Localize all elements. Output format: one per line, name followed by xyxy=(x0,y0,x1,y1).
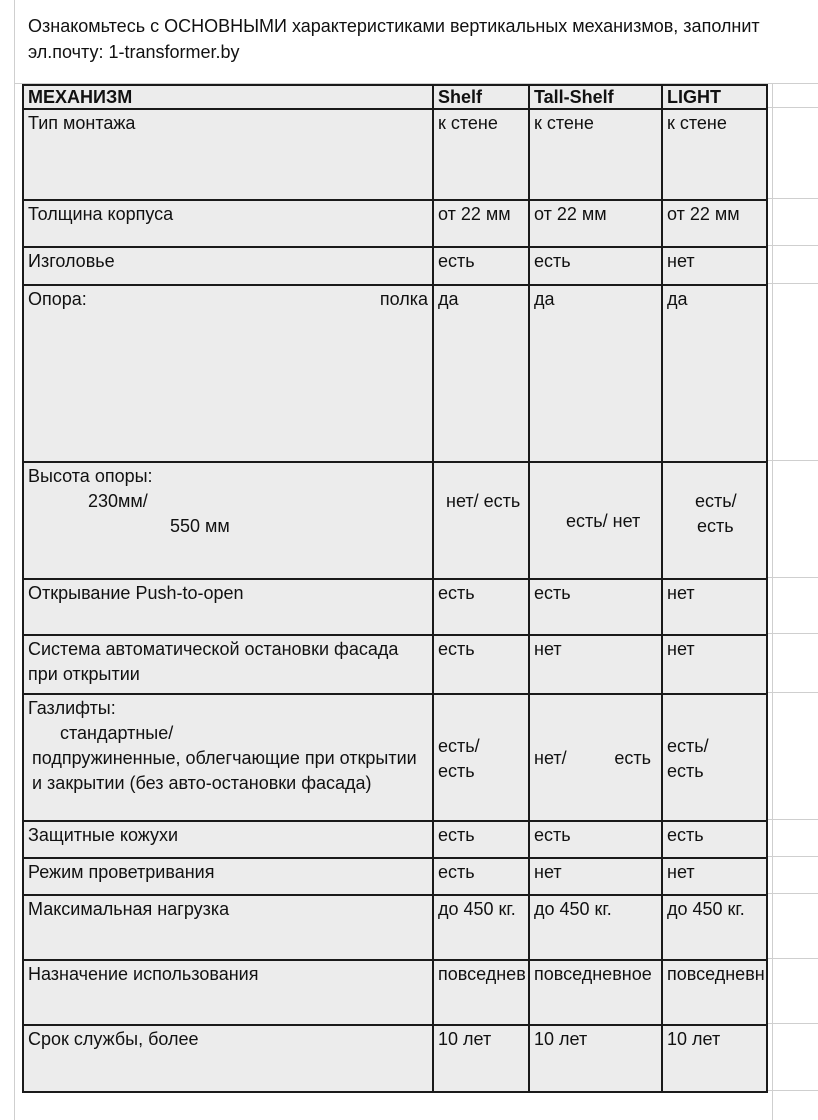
intro-line-2: эл.почту: 1-transformer.by xyxy=(28,42,240,62)
cell-value[interactable]: к стене xyxy=(433,109,529,200)
table-row xyxy=(23,285,767,462)
cell-value[interactable]: 10 лет xyxy=(662,1025,767,1092)
row-sub-label: подпружиненные, облегчающие при открытии и закрытии (без авто-остановки фасада) xyxy=(32,748,417,793)
table-row xyxy=(23,109,767,200)
table-row xyxy=(23,200,767,247)
cell-value[interactable]: от 22 мм xyxy=(662,200,767,247)
cell-value[interactable]: 10 лет xyxy=(433,1025,529,1092)
cell-value[interactable]: к стене xyxy=(662,109,767,200)
grid-line xyxy=(766,633,818,634)
cell-value[interactable]: от 22 мм xyxy=(433,200,529,247)
cell-value[interactable]: да xyxy=(662,285,767,462)
row-label[interactable]: Система автоматической остановки фасада при открытии xyxy=(23,635,433,694)
cell-value[interactable]: нет xyxy=(662,247,767,285)
grid-line xyxy=(766,819,818,820)
cell-value[interactable]: есть xyxy=(433,858,529,895)
cell-value: есть xyxy=(438,761,475,781)
table-row xyxy=(23,960,767,1025)
cell-value[interactable]: нет xyxy=(662,579,767,635)
grid-line xyxy=(766,958,818,959)
table-row xyxy=(23,694,767,821)
row-label: Газлифты: xyxy=(28,698,116,718)
grid-line xyxy=(766,856,818,857)
cell-value[interactable]: к стене xyxy=(529,109,662,200)
cell-value[interactable]: нет xyxy=(662,635,767,694)
grid-line xyxy=(766,198,818,199)
grid-line xyxy=(766,893,818,894)
table-row xyxy=(23,247,767,285)
cell-value: есть/ xyxy=(667,736,709,756)
cell-value-cell[interactable] xyxy=(433,462,529,579)
cell-value[interactable]: есть xyxy=(662,821,767,858)
cell-value: есть xyxy=(667,761,704,781)
cell-value[interactable]: есть xyxy=(433,247,529,285)
grid-line xyxy=(766,1090,818,1091)
cell-value[interactable]: да xyxy=(433,285,529,462)
cell-value-cell[interactable] xyxy=(529,694,662,821)
row-label: Опора: xyxy=(28,289,87,309)
row-label-cell[interactable] xyxy=(23,462,433,579)
table-row xyxy=(23,462,767,579)
table-header-row xyxy=(23,85,767,109)
cell-value[interactable]: повседневное xyxy=(529,960,662,1025)
row-label[interactable]: Толщина корпуса xyxy=(23,200,433,247)
header-mechanism[interactable]: МЕХАНИЗМ xyxy=(23,85,433,109)
cell-value-cell[interactable] xyxy=(433,694,529,821)
cell-value: есть xyxy=(614,748,651,768)
cell-value-cell[interactable] xyxy=(662,694,767,821)
cell-value-cell[interactable] xyxy=(529,462,662,579)
cell-value[interactable]: есть xyxy=(433,821,529,858)
row-label: Высота опоры: xyxy=(28,466,153,486)
cell-value[interactable]: от 22 мм xyxy=(529,200,662,247)
row-sub-label: 230мм/ xyxy=(88,491,148,511)
grid-line xyxy=(766,1023,818,1024)
cell-value: нет/ есть xyxy=(446,491,521,511)
intro-text-cell[interactable] xyxy=(14,0,818,84)
cell-value: нет/ xyxy=(534,748,567,768)
row-label-cell[interactable] xyxy=(23,694,433,821)
table-row xyxy=(23,1025,767,1092)
table-row xyxy=(23,821,767,858)
grid-line xyxy=(766,460,818,461)
cell-value[interactable]: 10 лет xyxy=(529,1025,662,1092)
row-label-cell[interactable] xyxy=(23,285,433,462)
row-label[interactable]: Открывание Push-to-open xyxy=(23,579,433,635)
row-sub-label: 550 мм xyxy=(170,516,230,536)
cell-value[interactable]: нет xyxy=(529,635,662,694)
row-sub-label: стандартные/ xyxy=(60,723,174,743)
cell-value[interactable]: есть xyxy=(433,579,529,635)
intro-line-1: Ознакомьтесь с ОСНОВНЫМИ характеристиками вертикальных механизмов, заполнит xyxy=(28,16,760,36)
table-row xyxy=(23,858,767,895)
cell-value[interactable]: нет xyxy=(529,858,662,895)
grid-line xyxy=(766,692,818,693)
cell-value[interactable]: до 450 кг. xyxy=(529,895,662,960)
cell-value[interactable]: повседнев xyxy=(433,960,529,1025)
cell-value[interactable]: есть xyxy=(433,635,529,694)
table-row xyxy=(23,635,767,694)
cell-value[interactable]: есть xyxy=(529,247,662,285)
grid-line xyxy=(766,283,818,284)
grid-line xyxy=(14,0,15,1120)
row-label[interactable]: Назначение использования xyxy=(23,960,433,1025)
cell-value[interactable]: есть xyxy=(529,579,662,635)
cell-value[interactable]: до 450 кг. xyxy=(433,895,529,960)
grid-line xyxy=(766,577,818,578)
cell-value[interactable]: повседневн xyxy=(662,960,767,1025)
grid-line xyxy=(772,0,773,1120)
cell-value[interactable]: нет xyxy=(662,858,767,895)
row-label[interactable]: Максимальная нагрузка xyxy=(23,895,433,960)
cell-value[interactable]: до 450 кг. xyxy=(662,895,767,960)
grid-line xyxy=(766,245,818,246)
spec-table xyxy=(22,84,768,1093)
cell-value[interactable]: да xyxy=(529,285,662,462)
row-label[interactable]: Срок службы, более xyxy=(23,1025,433,1092)
cell-value-cell[interactable] xyxy=(662,462,767,579)
grid-line xyxy=(766,107,818,108)
cell-value: есть/ xyxy=(438,736,480,756)
cell-value: есть/ нет xyxy=(566,511,641,531)
cell-value: есть xyxy=(697,516,734,536)
row-label[interactable]: Режим проветривания xyxy=(23,858,433,895)
cell-value[interactable]: есть xyxy=(529,821,662,858)
table-row xyxy=(23,895,767,960)
row-label-right: полка xyxy=(379,289,428,309)
cell-value: есть/ xyxy=(695,491,737,511)
row-label[interactable]: Тип монтажа xyxy=(23,109,433,200)
header-tall-shelf[interactable]: Tall-Shelf xyxy=(529,85,662,109)
header-light[interactable]: LIGHT xyxy=(662,85,767,109)
table-row xyxy=(23,579,767,635)
row-label[interactable]: Изголовье xyxy=(23,247,433,285)
row-label[interactable]: Защитные кожухи xyxy=(23,821,433,858)
header-shelf[interactable]: Shelf xyxy=(433,85,529,109)
